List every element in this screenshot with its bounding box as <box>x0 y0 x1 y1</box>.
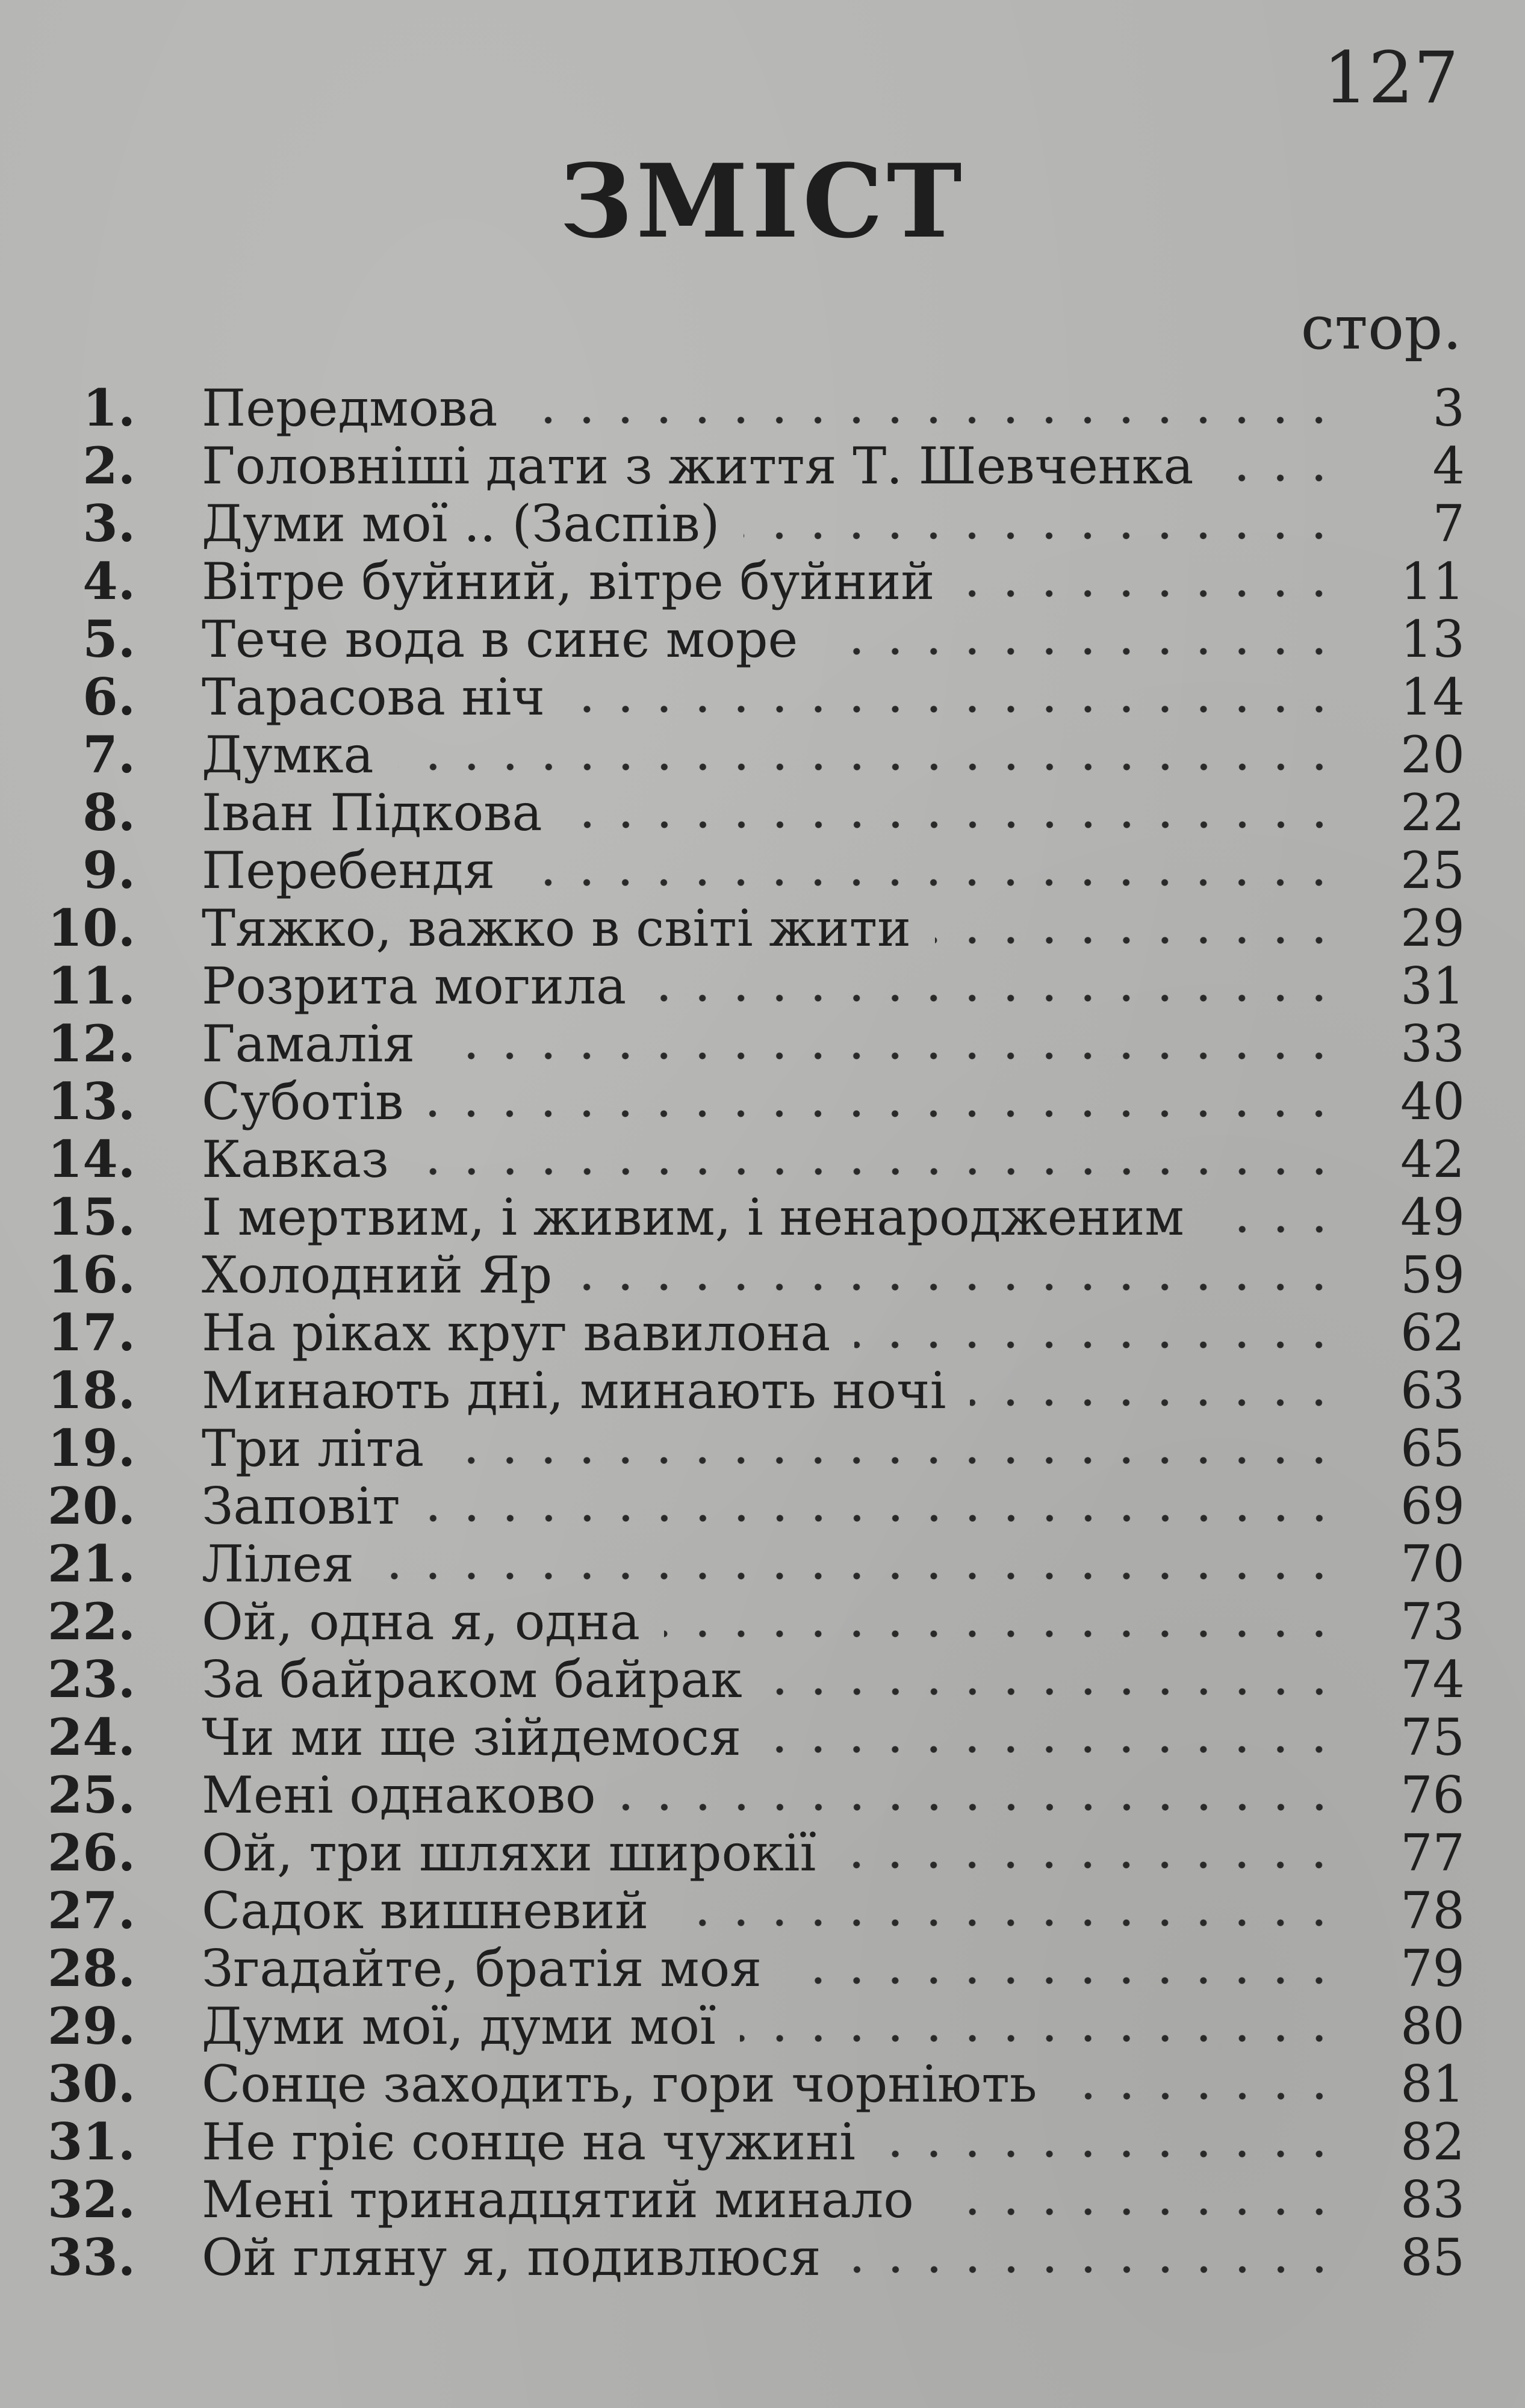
toc-entry <box>0 1246 1525 1304</box>
toc-entry-title: Перебендя <box>202 841 495 900</box>
toc-dot-leader <box>424 1512 1338 1524</box>
toc-entry-number: 9. <box>82 840 135 900</box>
toc-entry-title: Садок вишневий <box>202 1881 649 1940</box>
toc-entry-page: 81 <box>1400 2055 1465 2114</box>
toc-entry-number: 24. <box>47 1707 135 1767</box>
toc-entry-number: 33. <box>47 2227 135 2287</box>
toc-entry-page: 11 <box>1400 552 1465 611</box>
toc-entry-title: Розрита могила <box>202 957 627 1016</box>
toc-dot-leader <box>845 2264 1338 2276</box>
toc-entry-number: 32. <box>47 2170 135 2229</box>
toc-entry-number: 29. <box>47 1996 135 2056</box>
toc-entry-page: 13 <box>1400 610 1465 669</box>
toc-entry <box>0 2229 1525 2286</box>
toc-entry-title: Мені однаково <box>202 1766 596 1825</box>
toc-dot-leader <box>938 2206 1338 2218</box>
toc-entry-title: Минають дні, минають ночі <box>202 1361 946 1420</box>
toc-entry-number: 4. <box>82 551 135 611</box>
toc-dot-leader <box>958 588 1338 600</box>
toc-entry <box>0 726 1525 784</box>
toc-entry-page: 63 <box>1400 1361 1465 1420</box>
toc-dot-leader <box>569 703 1338 715</box>
toc-entry-number: 11. <box>47 956 135 1016</box>
toc-entry-title: Кавказ <box>202 1130 389 1189</box>
toc-dot-leader <box>880 2148 1338 2160</box>
toc-entry-number: 28. <box>47 1938 135 1998</box>
toc-entry-page: 42 <box>1400 1130 1465 1189</box>
toc-dot-leader <box>567 819 1338 831</box>
toc-entry <box>0 495 1525 553</box>
toc-entry <box>0 610 1525 668</box>
toc-entry <box>0 957 1525 1015</box>
toc-entry-number: 23. <box>47 1649 135 1709</box>
toc-entry <box>0 842 1525 899</box>
toc-entry <box>0 784 1525 842</box>
toc-dot-leader <box>650 992 1338 1004</box>
toc-entry-number: 5. <box>82 609 135 669</box>
toc-entry-title: Думи мої, думи мої <box>202 1997 716 2056</box>
toc-dot-leader <box>744 530 1338 542</box>
toc-dot-leader <box>521 414 1338 426</box>
toc-entry-page: 77 <box>1400 1823 1465 1882</box>
toc-entry-page: 62 <box>1400 1303 1465 1362</box>
toc-entry-number: 13. <box>47 1072 135 1131</box>
toc-entry <box>0 1304 1525 1362</box>
toc-entry-number: 27. <box>47 1881 135 1940</box>
toc-entry-title: Три літа <box>202 1419 424 1478</box>
toc-entry <box>0 1188 1525 1246</box>
toc-entry-number: 20. <box>47 1476 135 1536</box>
toc-entry-title: Вітре буйний, вітре буйний <box>202 552 935 611</box>
toc-entry-title: За байраком байрак <box>202 1650 742 1709</box>
toc-entry-page: 70 <box>1400 1534 1465 1593</box>
toc-dot-leader <box>840 1859 1338 1871</box>
toc-entry-title: Холодний Яр <box>202 1246 553 1305</box>
toc-entry-page: 49 <box>1400 1188 1465 1247</box>
toc-entry-page: 75 <box>1400 1708 1465 1767</box>
toc-entry <box>0 1362 1525 1420</box>
toc-entry-title: Головніші дати з життя Т. Шевченка <box>202 436 1194 495</box>
toc-entry-title: Заповіт <box>202 1477 400 1536</box>
toc-dot-leader <box>935 934 1338 946</box>
toc-entry <box>0 1477 1525 1535</box>
toc-entry-title: Мені тринадцятий минало <box>202 2170 914 2229</box>
toc-entry-title: Гамалія <box>202 1014 415 1073</box>
toc-entry-title: І мертвим, і живим, і ненародженим <box>202 1188 1184 1247</box>
toc-entry-number: 22. <box>47 1592 135 1651</box>
toc-dot-leader <box>672 1917 1338 1929</box>
toc-entry <box>0 1766 1525 1824</box>
toc-entry <box>0 1824 1525 1882</box>
toc-dot-leader <box>740 2032 1338 2044</box>
toc-entry-number: 21. <box>47 1534 135 1593</box>
toc-entry-number: 12. <box>47 1014 135 1073</box>
toc-entry-title: Згадайте, братія моя <box>202 1939 762 1998</box>
toc-entry <box>0 1420 1525 1477</box>
toc-entry <box>0 2055 1525 2113</box>
toc-entry <box>0 1015 1525 1073</box>
toc-dot-leader <box>519 877 1338 889</box>
toc-entry-number: 6. <box>82 667 135 727</box>
toc-entry-page: 78 <box>1400 1881 1465 1940</box>
toc-entry-number: 18. <box>47 1361 135 1420</box>
toc-entry-page: 73 <box>1400 1592 1465 1651</box>
page-column-header: стор. <box>1300 293 1462 363</box>
toc-entry-number: 25. <box>47 1765 135 1825</box>
toc-entry-page: 83 <box>1400 2170 1465 2229</box>
contents-title: ЗМІСТ <box>559 141 966 261</box>
toc-dot-leader <box>1217 472 1338 484</box>
toc-dot-leader <box>398 761 1338 773</box>
toc-entry-page: 80 <box>1400 1997 1465 2056</box>
toc-entry-number: 8. <box>82 783 135 842</box>
page-number: 127 <box>1323 36 1459 119</box>
toc-entry <box>0 2113 1525 2171</box>
toc-entry-number: 2. <box>82 436 135 495</box>
toc-dot-leader <box>427 1108 1338 1120</box>
toc-entry-page: 20 <box>1400 725 1465 784</box>
toc-entry <box>0 1073 1525 1131</box>
toc-entry-page: 76 <box>1400 1766 1465 1825</box>
toc-entry <box>0 1940 1525 1997</box>
toc-entry-page: 3 <box>1432 379 1465 438</box>
toc-dot-leader <box>822 645 1338 657</box>
toc-entry-number: 17. <box>47 1303 135 1362</box>
toc-entry <box>0 553 1525 610</box>
toc-entry-title: Лілея <box>202 1534 355 1593</box>
toc-entry-title: Іван Підкова <box>202 783 542 842</box>
toc-entry-number: 19. <box>47 1418 135 1478</box>
toc-dot-leader <box>413 1165 1338 1178</box>
toc-dot-leader <box>786 1975 1338 1987</box>
toc-entry-number: 10. <box>47 898 135 958</box>
toc-entry-page: 4 <box>1432 436 1465 495</box>
toc-entry-page: 31 <box>1400 957 1465 1016</box>
toc-entry <box>0 1593 1525 1651</box>
toc-dot-leader <box>448 1454 1338 1466</box>
toc-entry <box>0 668 1525 726</box>
toc-entry-page: 22 <box>1400 783 1465 842</box>
toc-entry <box>0 2171 1525 2229</box>
toc-entry-page: 85 <box>1400 2228 1465 2287</box>
toc-dot-leader <box>620 1801 1338 1813</box>
toc-entry <box>0 1882 1525 1940</box>
toc-entry-title: На ріках круг вавилона <box>202 1303 831 1362</box>
toc-entry-number: 31. <box>47 2112 135 2171</box>
toc-entry-title: Думи мої .. (Заспів) <box>202 494 720 553</box>
toc-entry-page: 25 <box>1400 841 1465 900</box>
toc-entry-number: 15. <box>47 1187 135 1247</box>
toc-entry-number: 14. <box>47 1129 135 1189</box>
toc-entry-page: 14 <box>1400 668 1465 727</box>
toc-entry-page: 7 <box>1432 494 1465 553</box>
toc-entry <box>0 379 1525 437</box>
toc-entry-title: Не гріє сонце на чужині <box>202 2112 856 2171</box>
toc-entry <box>0 899 1525 957</box>
toc-entry <box>0 437 1525 495</box>
toc-entry-number: 7. <box>82 725 135 784</box>
toc-entry-number: 16. <box>47 1245 135 1305</box>
toc-entry-page: 79 <box>1400 1939 1465 1998</box>
toc-entry-number: 1. <box>82 378 135 438</box>
toc-entry-title: Передмова <box>202 379 498 438</box>
toc-entry-number: 30. <box>47 2054 135 2114</box>
toc-entry-page: 82 <box>1400 2112 1465 2171</box>
toc-entry-page: 69 <box>1400 1477 1465 1536</box>
toc-dot-leader <box>576 1281 1338 1293</box>
toc-entry-number: 3. <box>82 494 135 553</box>
table-of-contents <box>0 379 1525 2286</box>
toc-entry <box>0 1131 1525 1188</box>
toc-entry-title: Тече вода в синє море <box>202 610 798 669</box>
toc-entry-title: Суботів <box>202 1072 404 1131</box>
toc-entry <box>0 1651 1525 1708</box>
toc-entry-title: Тарасова ніч <box>202 668 545 727</box>
toc-entry-title: Ой, три шляхи широкії <box>202 1823 816 1882</box>
toc-entry-page: 33 <box>1400 1014 1465 1073</box>
toc-entry-title: Думка <box>202 725 374 784</box>
toc-entry <box>0 1708 1525 1766</box>
toc-entry-title: Тяжко, важко в світі жити <box>202 899 912 958</box>
toc-dot-leader <box>1208 1223 1338 1235</box>
toc-dot-leader <box>378 1570 1338 1582</box>
toc-entry-number: 26. <box>47 1823 135 1882</box>
toc-entry-page: 40 <box>1400 1072 1465 1131</box>
toc-entry <box>0 1997 1525 2055</box>
toc-dot-leader <box>664 1628 1338 1640</box>
toc-entry-title: Ой гляну я, подивлюся <box>202 2228 821 2287</box>
toc-dot-leader <box>970 1397 1338 1409</box>
toc-entry-title: Сонце заходить, гори чорніють <box>202 2055 1037 2114</box>
toc-entry-page: 65 <box>1400 1419 1465 1478</box>
toc-entry-page: 59 <box>1400 1246 1465 1305</box>
toc-entry <box>0 1535 1525 1593</box>
toc-entry-title: Ой, одна я, одна <box>202 1592 641 1651</box>
toc-dot-leader <box>766 1686 1338 1698</box>
toc-dot-leader <box>765 1743 1338 1755</box>
toc-entry-page: 74 <box>1400 1650 1465 1709</box>
toc-dot-leader <box>854 1339 1338 1351</box>
toc-entry-page: 29 <box>1400 899 1465 958</box>
toc-entry-title: Чи ми ще зійдемося <box>202 1708 742 1767</box>
toc-dot-leader <box>1061 2090 1338 2102</box>
toc-dot-leader <box>439 1050 1338 1062</box>
